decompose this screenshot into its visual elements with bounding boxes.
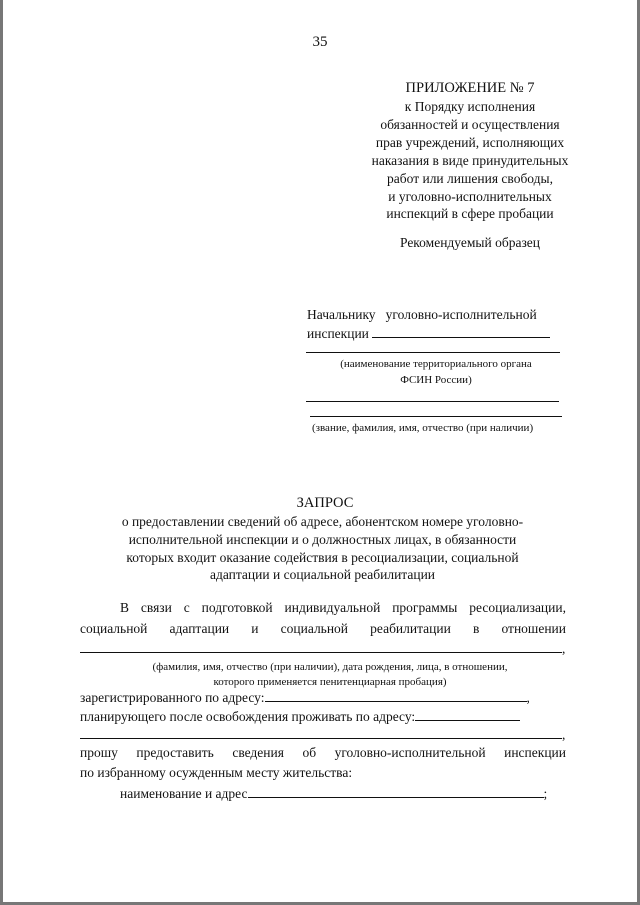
addressee-inspection-label: инспекции [307, 326, 369, 341]
page-number: 35 [312, 34, 328, 50]
appendix-line: инспекций в сфере пробации [386, 206, 554, 221]
addressee-name-field-2[interactable] [310, 416, 562, 417]
paragraph-line: по избранному осужденным месту жительства: [80, 765, 353, 780]
territorial-body-hint: (наименование территориального органа [340, 358, 532, 370]
comma: , [562, 641, 566, 656]
appendix-line: прав учреждений, исполняющих [375, 135, 565, 150]
request-subtitle: о предоставлении сведений об адресе, абонентском номере уголовно- [121, 514, 524, 529]
comma: , [562, 727, 566, 742]
name-address-row [120, 785, 547, 803]
registered-address-label: зарегистрированного по адресу: [80, 690, 265, 705]
request-subtitle: которых входит оказание содействия в ресоциализации, социальной [126, 550, 519, 565]
appendix-line: обязанностей и осуществления [380, 117, 560, 132]
addressee-name-hint: (звание, фамилия, имя, отчество (при наличии) [312, 422, 534, 434]
semicolon: ; [543, 786, 548, 801]
sample-note: Рекомендуемый образец [399, 235, 540, 250]
territorial-body-field[interactable] [306, 352, 560, 353]
appendix-line: и уголовно-исполнительных [388, 189, 552, 204]
name-address-field[interactable] [248, 785, 544, 798]
territorial-body-hint: ФСИН России) [400, 374, 472, 386]
request-title: ЗАПРОС [296, 495, 354, 511]
paragraph-line: социальной адаптации и социальной реабилитации в отношении [80, 621, 566, 636]
appendix-line: работ или лишения свободы, [387, 171, 553, 186]
appendix-title: ПРИЛОЖЕНИЕ № 7 [405, 80, 535, 96]
planned-address-row [80, 708, 520, 726]
addressee-line2 [307, 325, 550, 343]
addressee-line1: Начальнику уголовно-исполнительной [307, 307, 537, 322]
scan-edge-left [0, 0, 3, 905]
request-subtitle: адаптации и социальной реабилитации [209, 567, 436, 582]
paragraph-line: В связи с подготовкой индивидуальной программы ресоциализации, [120, 600, 566, 615]
request-subtitle: исполнительной инспекции и о должностных лицах, в обязанности [128, 532, 517, 547]
inspection-name-field[interactable] [372, 325, 550, 338]
addressee-name-field[interactable] [306, 401, 559, 402]
planned-address-field-2[interactable] [80, 738, 562, 739]
appendix-line: к Порядку исполнения [404, 99, 536, 114]
registered-address-field[interactable] [265, 689, 527, 702]
planned-address-label: планирующего после освобождения проживать по адресу: [80, 709, 416, 724]
person-hint: (фамилия, имя, отчество (при наличии), дата рождения, лица, в отношении, [152, 661, 508, 673]
person-name-field[interactable] [80, 652, 562, 653]
paragraph-line: прошу предоставить сведения об уголовно-исполнительной инспекции [80, 745, 566, 760]
registered-address-row [80, 689, 530, 707]
person-hint: которого применяется пенитенциарная пробация) [213, 676, 447, 688]
planned-address-field[interactable] [415, 708, 520, 721]
comma: , [526, 690, 530, 705]
appendix-line: наказания в виде принудительных [371, 153, 569, 168]
name-address-label: наименование и адрес [120, 786, 248, 801]
